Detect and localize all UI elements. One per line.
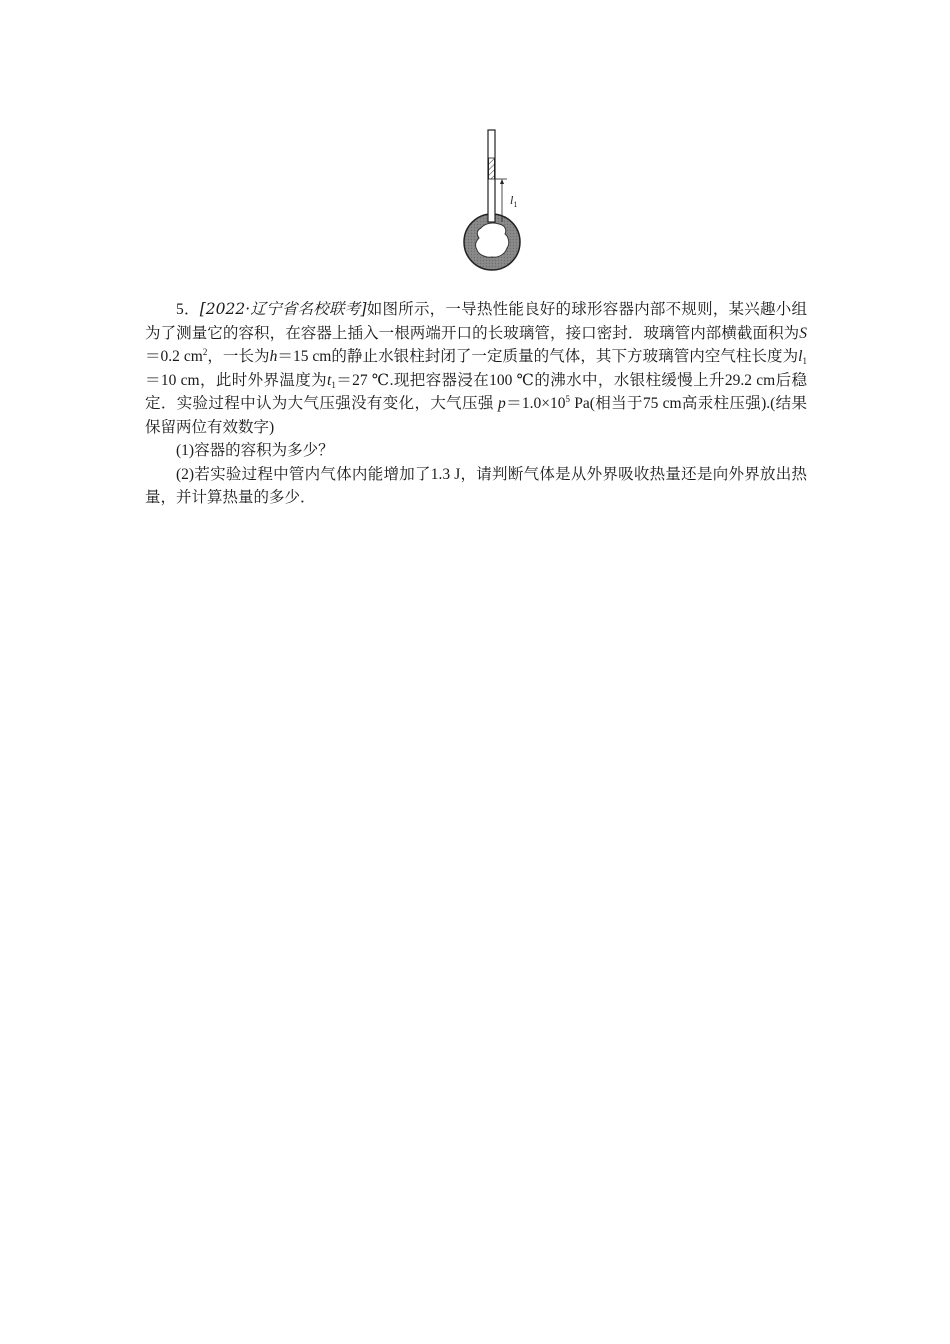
dimension-arrowhead [500,179,504,184]
apparatus-figure [455,124,535,274]
mercury-column [489,158,495,179]
label-l1 [510,193,517,209]
statement-text: ＝0.2 cm [145,348,203,365]
var-p: p [497,395,506,412]
problem-statement [145,298,807,439]
question-1: (1)容器的容积为多少？ [176,442,334,459]
apparatus-diagram [455,124,535,274]
problem-source: [2022·辽宁省名校联考] [199,300,367,318]
statement-text: 如图所示，一导热性能良好的球形容器内部不规则，某兴趣小组为了测量它的容积，在容器上插入一根两端开口的长玻璃管，接口密封．玻璃管内部横截面积为 [145,301,807,342]
irregular-cavity [476,223,509,257]
statement-text: ＝10 cm，此时外界温度为 [145,371,328,389]
label-l: l [510,193,514,207]
var-S: S [799,324,807,342]
subscript: 1 [331,379,336,390]
subscript: 1 [802,356,807,366]
label-l-sub: 1 [513,200,518,209]
statement-text: Pa(相当于75 cm高汞柱压强).(结果保留两位有效数字) [145,395,808,436]
problem-5 [145,298,807,510]
var-l: l [798,348,803,365]
var-t: t [327,371,332,389]
problem-number: 5． [176,301,200,318]
statement-text: ，一长为 [207,348,270,365]
var-h: h [269,348,278,365]
statement-text: ＝1.0×10 [505,395,566,412]
superscript: 5 [565,394,571,404]
statement-text: ＝15 cm的静止水银柱封闭了一定质量的气体，其下方玻璃管内空气柱长度为 [277,348,799,365]
statement-text: ＝27 ℃.现把容器浸在100 ℃的沸水中，水银柱缓慢上升29.2 cm后稳定．实验过程中认为大气压强没有变化，大气压强 [145,371,807,412]
question-2: (2)若实验过程中管内气体内能增加了1.3 J，请判断气体是从外界吸收热量还是向外界放出热量，并计算热量的多少． [145,465,807,506]
superscript: 2 [202,347,208,357]
